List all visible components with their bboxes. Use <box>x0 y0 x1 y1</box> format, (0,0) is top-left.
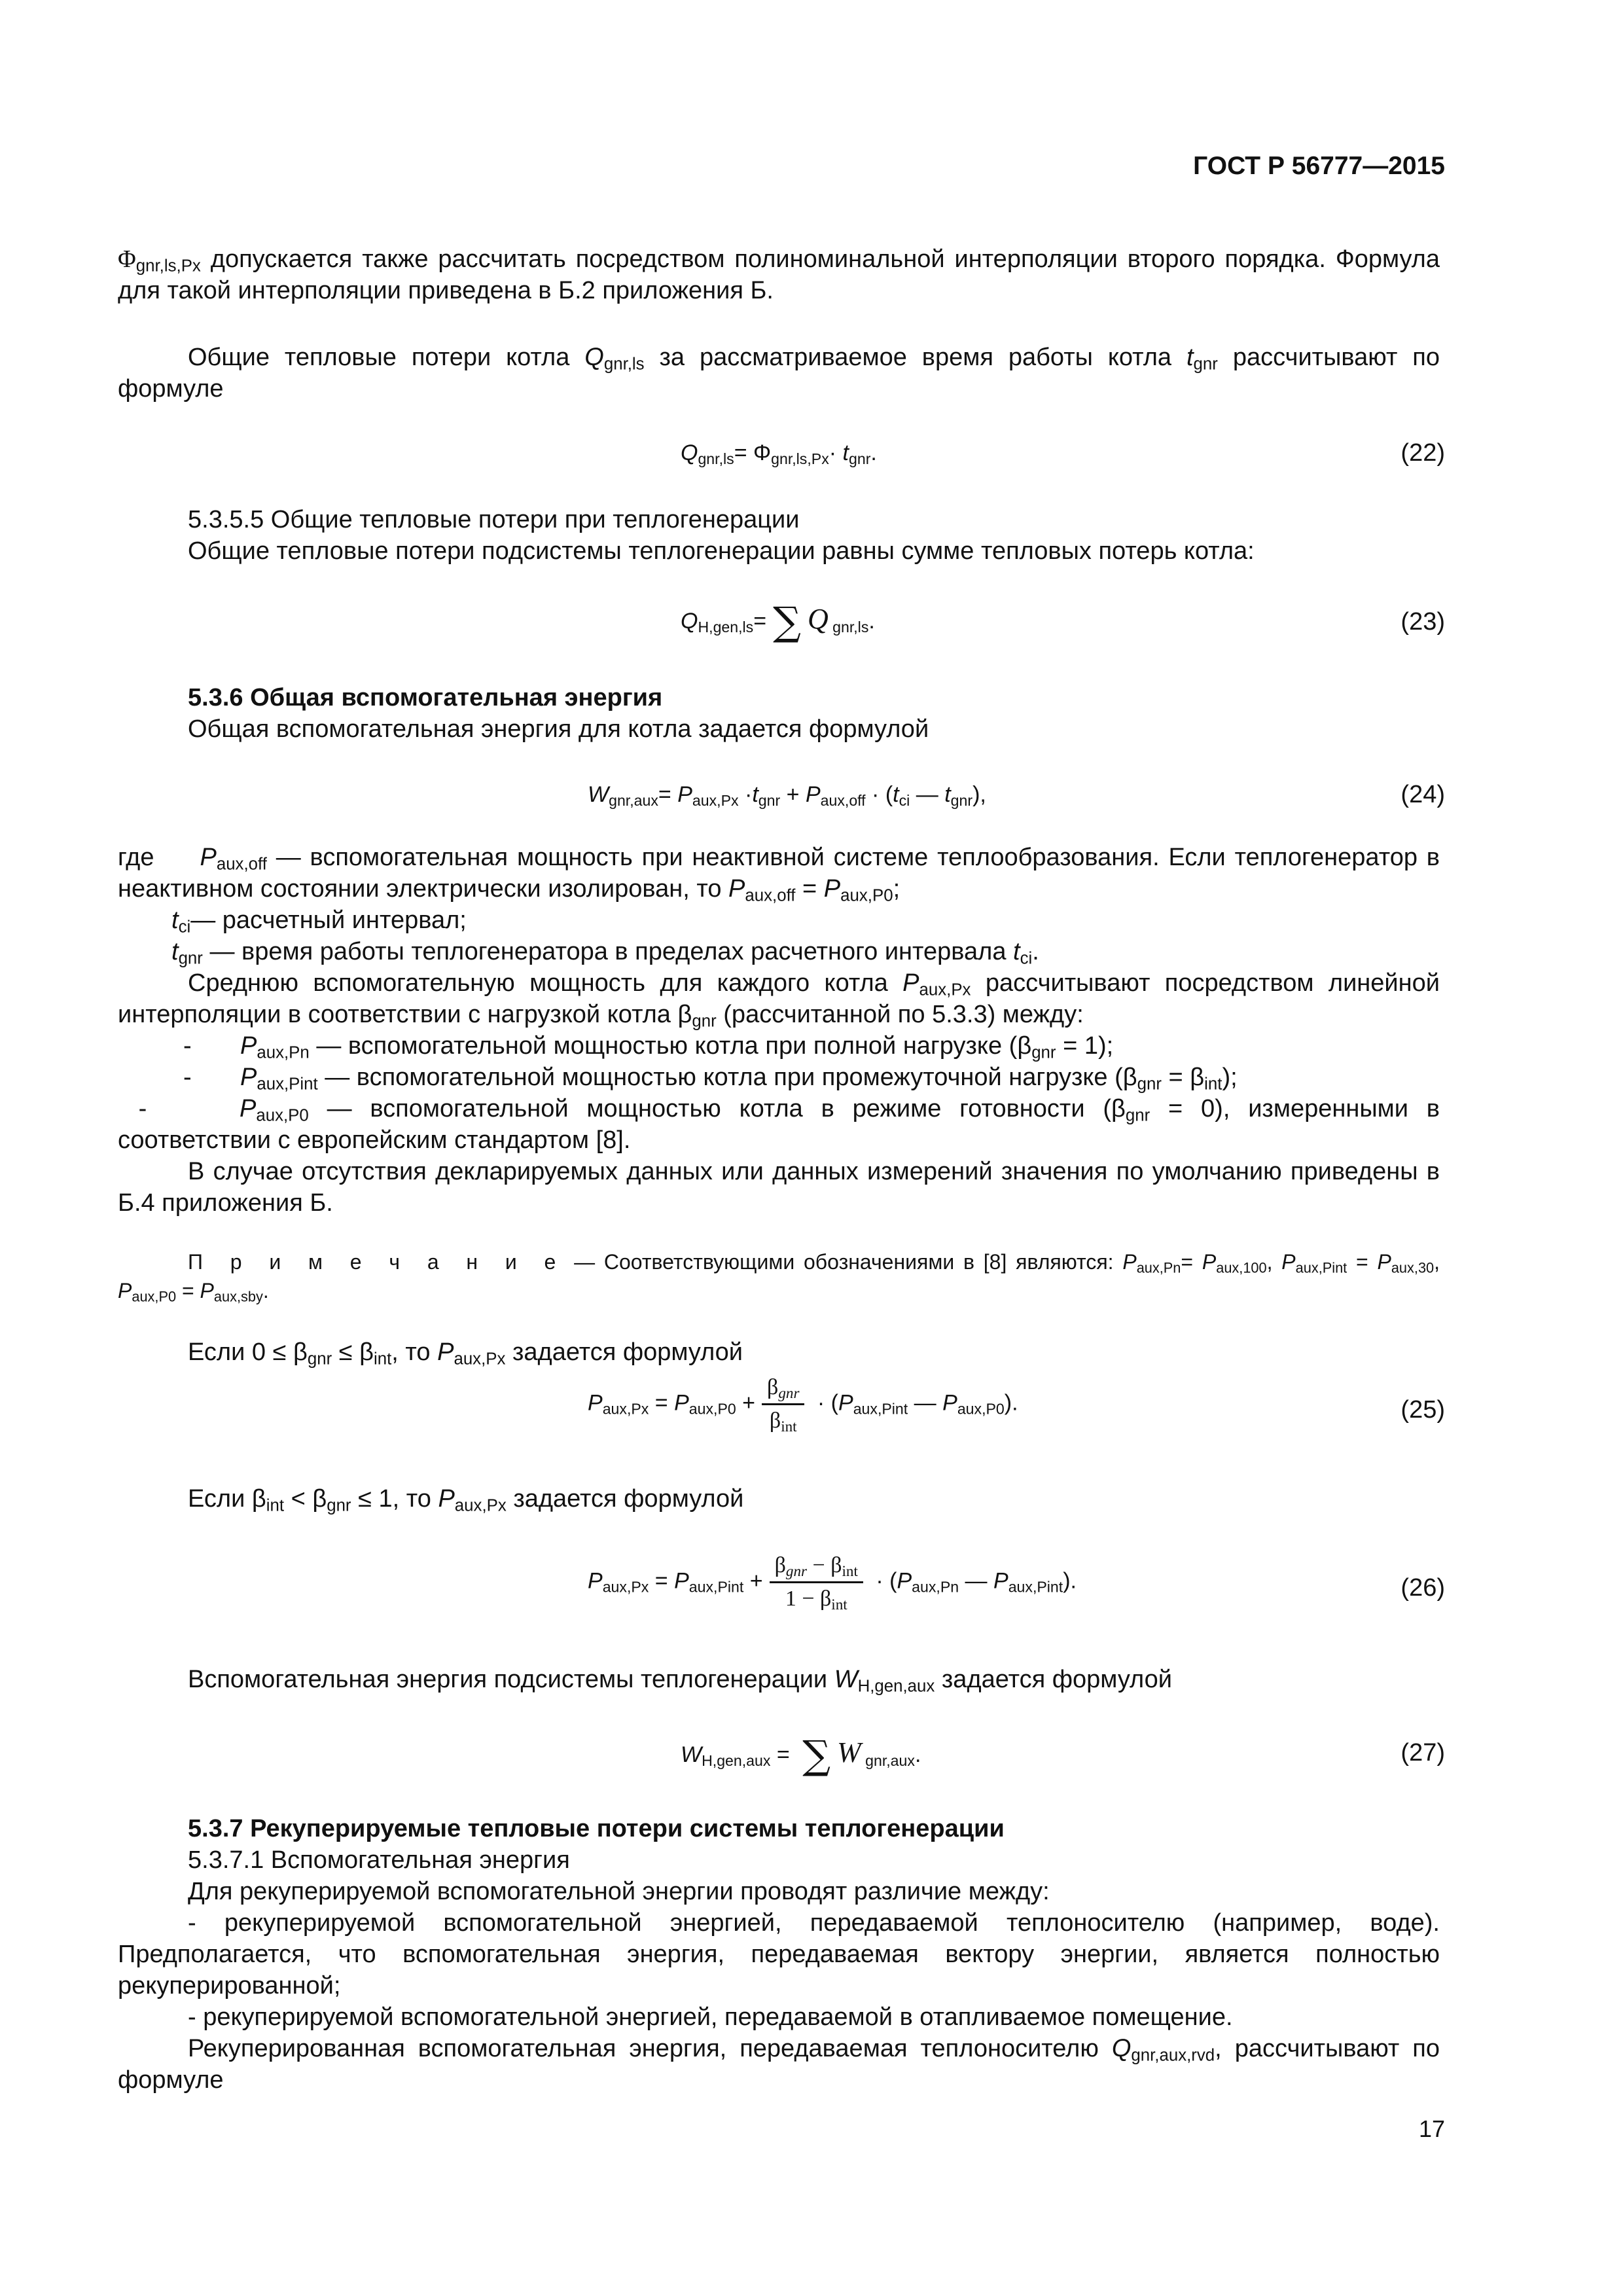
paragraph-average-power: Среднюю вспомогательную мощность для каждого котла $P_{aux,Px}$ рассчитывают посредством линейной интерполяции в соответствии с нагрузкой котла $\beta_{gnr}$ (рассчитанной по 5.3.3) между: <box>118 969 1440 1031</box>
where-tgnr: $t_{gnr}$ — время работы теплогенератора в пределах расчетного интервала $t_{ci}$. <box>171 938 1039 968</box>
equation-25: $P_{aux,Px} = P_{aux,P0}$ + $\frac{\beta_{gnr}}{\beta_{int}}$ · ($P_{aux,Pint}$ — $P_{aux,P0}$). <box>588 1373 1018 1435</box>
sum-symbol: ∑ <box>802 1732 831 1778</box>
phi-symbol: Φ <box>118 245 136 273</box>
section-5-3-7-text: Для рекуперируемой вспомогательной энергии проводят различие между: <box>188 1878 1050 1905</box>
bullet-recuperated-room: - рекуперируемой вспомогательной энергией, передаваемой в отапливаемое помещение. <box>188 2003 1233 2031</box>
bullet-recuperated-carrier: - рекуперируемой вспомогательной энергией, передаваемой теплоносителю (например, воде). Предполагается, что вспомогательная энергия, передаваемая вектору энергии, является полностью рекуперированной; <box>118 1909 1440 2000</box>
section-5-3-6-text: Общая вспомогательная энергия для котла задается формулой <box>188 715 929 743</box>
paragraph-aux-energy: Вспомогательная энергия подсистемы теплогенерации $W_{H,gen,aux}$ задается формулой <box>188 1666 1172 1696</box>
equation-number-23: (23) <box>1400 608 1445 636</box>
section-5-3-5-5-text: Общие тепловые потери подсистемы теплогенерации равны сумме тепловых потерь котла: <box>188 537 1255 565</box>
equation-24: $W_{gnr,aux}= P_{aux,Px} \cdot t_{gnr} + P_{aux,off} \cdot (t_{ci}$ — $t_{gnr}$), <box>588 782 986 809</box>
note: П р и м е ч а н и е — Соответствующими обозначениями в [8] являются: $P_{aux,Pn}= P_{aux,100}$, $P_{aux,Pint} = P_{aux,30}$, $P_{aux,P0} = P_{aux,sby}$. <box>118 1250 1440 1305</box>
section-5-3-7-1-title: 5.3.7.1 Вспомогательная энергия <box>188 1846 570 1874</box>
where-tci: $t_{ci}—$ расчетный интервал; <box>171 906 467 937</box>
sum-symbol: ∑ <box>773 599 801 645</box>
section-5-3-6-title: 5.3.6 Общая вспомогательная энергия <box>188 684 663 711</box>
equation-number-26: (26) <box>1400 1574 1445 1602</box>
paragraph-total-losses: Общие тепловые потери котла $Q_{gnr,ls}$ за рассматриваемое время работы котла $t_{gnr}$ рассчитывают по формуле <box>118 344 1440 403</box>
page-number: 17 <box>1418 2115 1445 2142</box>
condition-1: Если $0 \le \beta_{gnr} \le \beta_{int}$, то $P_{aux,Px}$ задается формулой <box>188 1338 743 1369</box>
equation-27: $W_{H,gen,aux}$ = ∑ W $_{gnr,aux}$. <box>681 1732 921 1778</box>
equation-23: $Q_{H,gen,ls}=$ ∑ Q $_{gnr,ls}$. <box>681 599 875 645</box>
equation-number-24: (24) <box>1400 781 1445 808</box>
condition-2: Если $\beta_{int} < \beta_{gnr} \le 1$, то $P_{aux,Px}$ задается формулой <box>188 1485 744 1515</box>
document-code: ГОСТ Р 56777—2015 <box>1193 152 1445 180</box>
bullet-paux-pint: - $P_{aux,Pint}$ — вспомогательной мощностью котла при промежуточной нагрузке $(\beta_{gnr} = \beta_{int})$; <box>183 1064 1238 1094</box>
bullet-paux-pn: - $P_{aux,Pn}$ — вспомогательной мощностью котла при полной нагрузке $(\beta_{gnr} = 1)$; <box>183 1032 1114 1062</box>
equation-number-27: (27) <box>1400 1739 1445 1767</box>
paragraph-interpolation: $\Phi_{gnr,ls,Px}$ допускается также рассчитать посредством полиноминальной интерполяции второго порядка. Формула для такой интерполяции приведена в Б.2 приложения Б. <box>118 245 1440 304</box>
paragraph-defaults: В случае отсутствия декларируемых данных или данных измерений значения по умолчанию приведены в Б.4 приложения Б. <box>118 1158 1440 1217</box>
equation-number-25: (25) <box>1400 1396 1445 1424</box>
section-5-3-7-title: 5.3.7 Рекуперируемые тепловые потери системы теплогенерации <box>188 1815 1005 1842</box>
equation-22: $Q_{gnr,ls}= \Phi_{gnr,ls,Px}\cdot t_{gnr}$. <box>681 440 877 467</box>
where-paux-off: где $P_{aux,off}$ — вспомогательная мощность при неактивной системе теплообразования. Если теплогенератор в неактивном состоянии электрически изолирован, то $P_{aux,off} = P_{aux,P0}$; <box>118 844 1440 905</box>
paragraph-recuperated: Рекуперированная вспомогательная энергия, передаваемая теплоносителю $Q_{gnr,aux,rvd}$, рассчитывают по формуле <box>118 2035 1440 2094</box>
equation-26: $P_{aux,Px} = P_{aux,Pint}$ + $\frac{\beta_{gnr} - \beta_{int}}{1 - \beta_{int}}$ · ($P_{aux,Pn}$ — $P_{aux,Pint}$). <box>588 1551 1077 1613</box>
equation-number-22: (22) <box>1400 439 1445 467</box>
section-5-3-5-5-title: 5.3.5.5 Общие тепловые потери при теплогенерации <box>188 506 800 533</box>
bullet-paux-p0: - $P_{aux,P0}$ — вспомогательной мощностью котла в режиме готовности $(\beta_{gnr} = 0)$, измеренными в соответствии с европейским стандартом [8]. <box>118 1095 1440 1154</box>
